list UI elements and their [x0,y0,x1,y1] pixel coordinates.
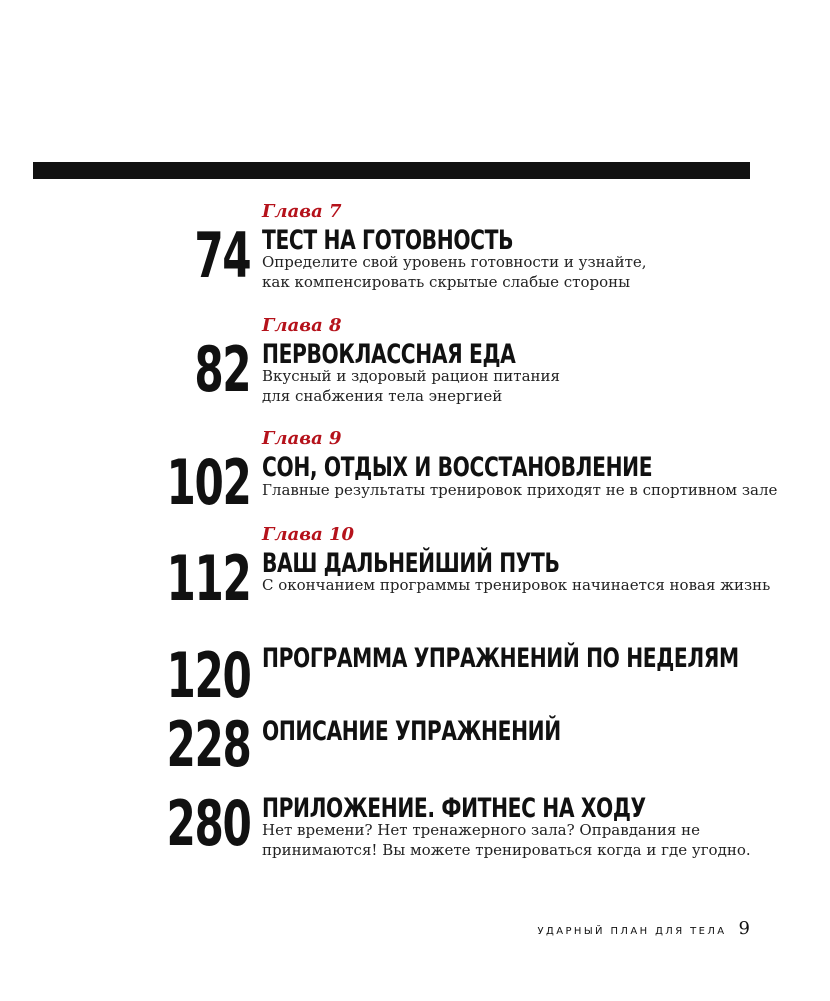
entry-description-line-1: Главные результаты тренировок приходят не в спортивном зале [262,481,778,499]
footer-page-number: 9 [738,918,750,939]
toc-entry-chapter-9[interactable] [0,428,830,519]
entry-description-line-1: Нет времени? Нет тренажерного зала? Оправдания не [262,821,700,839]
entry-description-line-2: для снабжения тела энергией [262,387,503,405]
toc-entry-chapter-10[interactable] [0,524,830,615]
entry-description-line-1: Определите свой уровень готовности и узнайте, [262,253,647,271]
page-number: 112 [166,542,250,615]
chapter-label: Глава 7 [262,201,342,222]
chapter-label: Глава 9 [262,428,342,449]
entry-description-line-1: С окончанием программы тренировок начинается новая жизнь [262,576,771,594]
page-number: 74 [194,219,250,292]
running-footer-title: УДАРНЫЙ ПЛАН ДЛЯ ТЕЛА [537,926,727,937]
page-number: 120 [166,639,250,712]
entry-title: ТЕСТ НА ГОТОВНОСТЬ [262,225,514,256]
page-number: 228 [166,708,250,781]
entry-title: ПРОГРАММА УПРАЖНЕНИЙ ПО НЕДЕЛЯМ [262,643,739,674]
entry-title: ПРИЛОЖЕНИЕ. ФИТНЕС НА ХОДУ [262,793,646,824]
entry-title: ОПИСАНИЕ УПРАЖНЕНИЙ [262,716,561,747]
entry-title: ПЕРВОКЛАССНАЯ ЕДА [262,339,516,370]
entry-title: ВАШ ДАЛЬНЕЙШИЙ ПУТЬ [262,548,560,579]
entry-description-line-2: принимаются! Вы можете тренироваться когда и где угодно. [262,841,751,859]
chapter-label: Глава 10 [262,524,355,545]
toc-entry-program[interactable] [0,639,830,712]
chapter-label: Глава 8 [262,315,342,336]
toc-entry-chapter-7[interactable] [0,203,830,293]
toc-entry-chapter-8[interactable] [0,317,830,407]
page-number: 82 [194,333,250,406]
toc-entry-exercises[interactable] [0,708,830,781]
top-divider-bar [33,162,750,179]
toc-entry-appendix[interactable] [0,787,830,873]
page-number: 102 [166,446,250,519]
entry-title: СОН, ОТДЫХ И ВОССТАНОВЛЕНИЕ [262,452,653,483]
page-number: 280 [166,787,250,860]
entry-description-line-2: как компенсировать скрытые слабые стороны [262,273,631,291]
entry-description-line-1: Вкусный и здоровый рацион питания [262,367,561,385]
page-footer [538,918,750,939]
